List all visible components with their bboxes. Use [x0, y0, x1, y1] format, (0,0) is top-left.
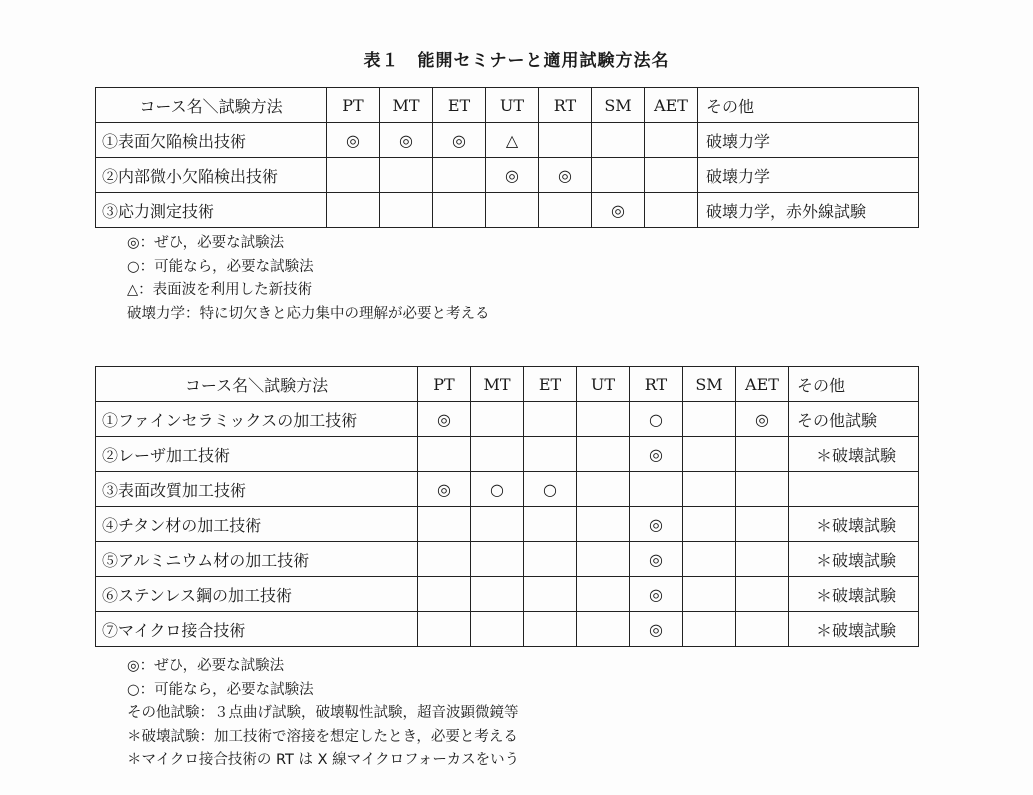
method-mark [592, 158, 645, 193]
other-tests: ＊破壊試験 [789, 507, 919, 542]
method-mark [433, 158, 486, 193]
method-mark [577, 542, 630, 577]
table-row [96, 577, 919, 612]
course-name: ②内部微小欠陥検出技術 [96, 158, 327, 193]
method-mark [645, 123, 698, 158]
method-mark [736, 577, 789, 612]
method-mark: ◎ [592, 193, 645, 228]
note-line: ◎：ぜひ，必要な試験法 [127, 658, 285, 674]
note-line: その他試験：３点曲げ試験，破壊靱性試験，超音波顕微鏡等 [127, 705, 519, 721]
course-name: ⑤アルミニウム材の加工技術 [96, 542, 418, 577]
other-tests: ＊破壊試験 [789, 577, 919, 612]
header-row [96, 88, 919, 123]
table-row [96, 437, 919, 472]
header-course-method: コース名＼試験方法 [96, 88, 327, 123]
header-method: SM [683, 367, 736, 402]
header-method: SM [592, 88, 645, 123]
table-row [96, 542, 919, 577]
method-mark [471, 542, 524, 577]
note-line: ◎：ぜひ，必要な試験法 [127, 235, 285, 251]
method-mark [380, 158, 433, 193]
method-mark [486, 193, 539, 228]
course-name: ③応力測定技術 [96, 193, 327, 228]
method-mark [736, 437, 789, 472]
table-row [96, 123, 919, 158]
header-other: その他 [698, 88, 919, 123]
method-mark [524, 507, 577, 542]
method-mark: ◎ [630, 437, 683, 472]
table-row [96, 193, 919, 228]
course-name: ⑥ステンレス鋼の加工技術 [96, 577, 418, 612]
method-mark: △ [486, 123, 539, 158]
test-method-table-2 [95, 366, 919, 647]
header-row [96, 367, 919, 402]
other-tests: ＊破壊試験 [789, 612, 919, 647]
other-tests: 破壊力学 [698, 123, 919, 158]
method-mark [327, 193, 380, 228]
method-mark [592, 123, 645, 158]
method-mark [524, 437, 577, 472]
method-mark [645, 158, 698, 193]
course-name: ①表面欠陥検出技術 [96, 123, 327, 158]
table-row [96, 158, 919, 193]
method-mark [471, 507, 524, 542]
method-mark [683, 402, 736, 437]
method-mark: ◎ [630, 612, 683, 647]
header-method: MT [380, 88, 433, 123]
header-method: ET [524, 367, 577, 402]
course-name: ⑦マイクロ接合技術 [96, 612, 418, 647]
method-mark: ◎ [736, 402, 789, 437]
header-method: UT [486, 88, 539, 123]
method-mark: ◎ [630, 507, 683, 542]
method-mark [327, 158, 380, 193]
method-mark [524, 542, 577, 577]
course-name: ②レーザ加工技術 [96, 437, 418, 472]
other-tests: その他試験 [789, 402, 919, 437]
method-mark: ◎ [630, 577, 683, 612]
method-mark: ○ [630, 402, 683, 437]
method-mark: ◎ [418, 472, 471, 507]
header-method: RT [630, 367, 683, 402]
method-mark [645, 193, 698, 228]
header-method: UT [577, 367, 630, 402]
method-mark [418, 437, 471, 472]
method-mark [577, 507, 630, 542]
method-mark [539, 193, 592, 228]
method-mark [524, 612, 577, 647]
method-mark [471, 612, 524, 647]
method-mark [736, 542, 789, 577]
note-line: △：表面波を利用した新技術 [127, 282, 313, 298]
header-method: PT [327, 88, 380, 123]
method-mark: ◎ [539, 158, 592, 193]
method-mark [577, 577, 630, 612]
method-mark [577, 612, 630, 647]
other-tests: 破壊力学，赤外線試験 [698, 193, 919, 228]
method-mark [524, 577, 577, 612]
method-mark [524, 402, 577, 437]
table-row [96, 402, 919, 437]
method-mark [471, 402, 524, 437]
method-mark: ◎ [433, 123, 486, 158]
method-mark: ◎ [630, 542, 683, 577]
method-mark [418, 577, 471, 612]
method-mark [736, 507, 789, 542]
header-course-method: コース名＼試験方法 [96, 367, 418, 402]
test-method-table-1 [95, 87, 919, 228]
method-mark [577, 472, 630, 507]
course-name: ③表面改質加工技術 [96, 472, 418, 507]
note-line: ○：可能なら，必要な試験法 [127, 681, 314, 698]
note-line: ○：可能なら，必要な試験法 [127, 258, 314, 275]
table-row [96, 612, 919, 647]
method-mark [736, 472, 789, 507]
header-method: ET [433, 88, 486, 123]
course-name: ①ファインセラミックスの加工技術 [96, 402, 418, 437]
method-mark [471, 437, 524, 472]
other-tests: ＊破壊試験 [789, 437, 919, 472]
note-line: ＊破壊試験：加工技術で溶接を想定したとき，必要と考える [127, 728, 518, 745]
method-mark [683, 577, 736, 612]
method-mark [433, 193, 486, 228]
header-other: その他 [789, 367, 919, 402]
method-mark [683, 542, 736, 577]
header-method: PT [418, 367, 471, 402]
method-mark [380, 193, 433, 228]
table-row [96, 472, 919, 507]
method-mark [418, 542, 471, 577]
method-mark: ○ [471, 472, 524, 507]
method-mark [683, 437, 736, 472]
other-tests [789, 472, 919, 507]
legend-notes-1 [127, 232, 490, 326]
method-mark [683, 472, 736, 507]
method-mark [630, 472, 683, 507]
note-line: ＊マイクロ接合技術の RT は X 線マイクロフォーカスをいう [127, 752, 520, 768]
header-method: RT [539, 88, 592, 123]
header-method: AET [645, 88, 698, 123]
table-caption: 表１ 能開セミナーと適用試験方法名 [363, 51, 670, 71]
method-mark [736, 612, 789, 647]
method-mark: ◎ [486, 158, 539, 193]
other-tests: ＊破壊試験 [789, 542, 919, 577]
header-method: AET [736, 367, 789, 402]
header-method: MT [471, 367, 524, 402]
method-mark [418, 507, 471, 542]
legend-notes-2 [127, 655, 519, 773]
other-tests: 破壊力学 [698, 158, 919, 193]
method-mark [471, 577, 524, 612]
method-mark [683, 612, 736, 647]
method-mark [577, 402, 630, 437]
method-mark: ◎ [418, 402, 471, 437]
note-line: 破壊力学：特に切欠きと応力集中の理解が必要と考える [127, 305, 490, 322]
method-mark [418, 612, 471, 647]
method-mark [577, 437, 630, 472]
method-mark [683, 507, 736, 542]
table-row [96, 507, 919, 542]
course-name: ④チタン材の加工技術 [96, 507, 418, 542]
method-mark: ◎ [327, 123, 380, 158]
method-mark [539, 123, 592, 158]
method-mark: ◎ [380, 123, 433, 158]
method-mark: ○ [524, 472, 577, 507]
